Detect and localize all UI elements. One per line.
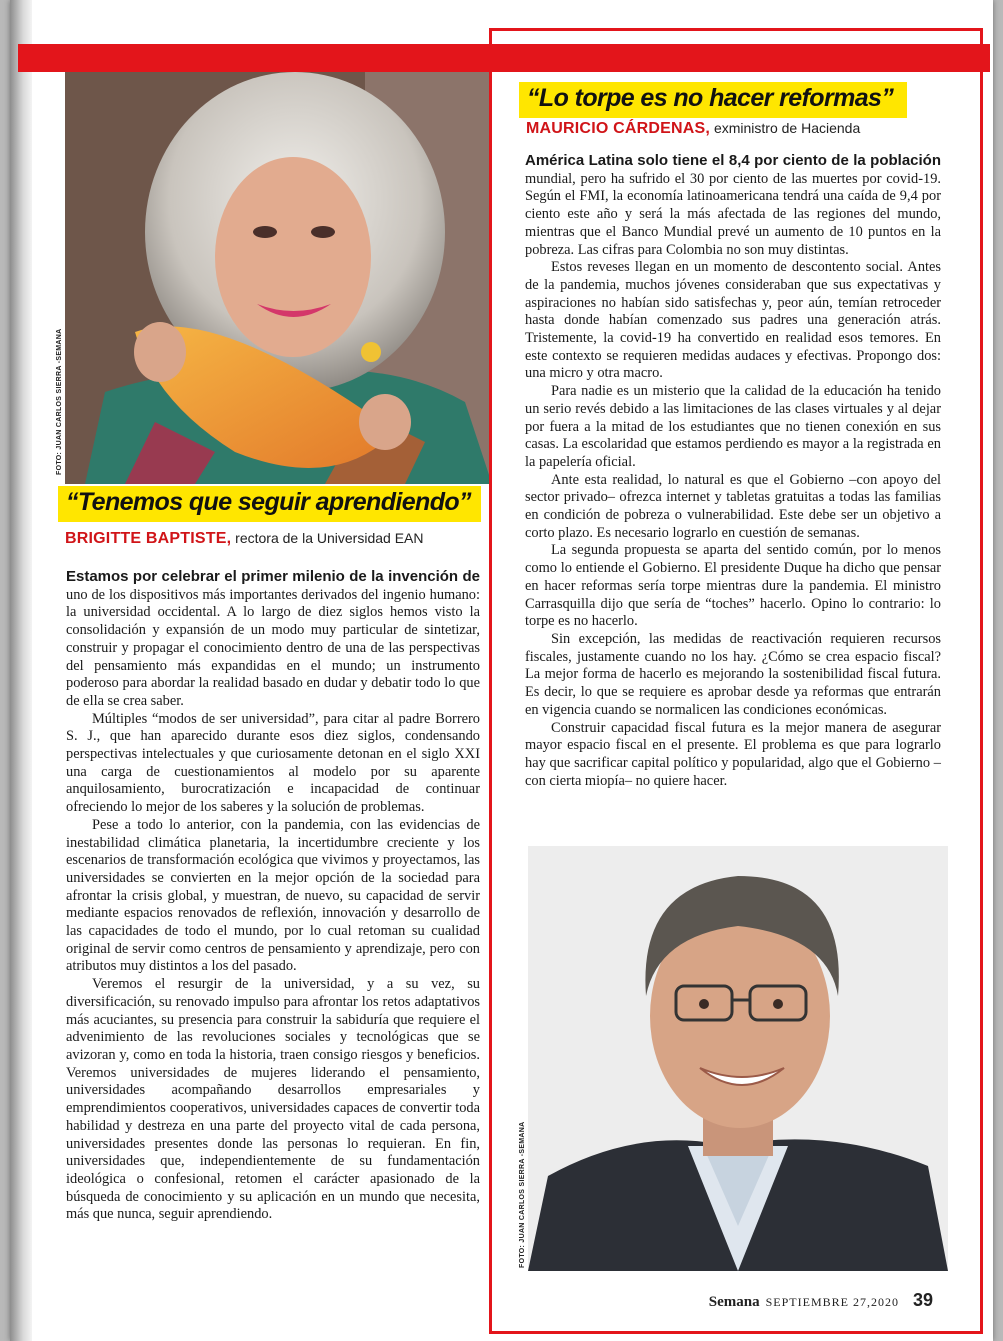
issue-date: SEPTIEMBRE 27,2020 — [765, 1295, 899, 1309]
paragraph: Ante esta realidad, lo natural es que el Gobierno –con apoyo del sector privado– ofrezca internet y tabletas gratuitas a todas las familias en condición de pobreza o vulnerabilidad. Este debe ser un objetivo a corto plazo. Es necesario lograrlo en cuestión de semanas. — [525, 471, 941, 541]
page-footer — [709, 1290, 933, 1311]
portrait-photo-right — [528, 846, 948, 1271]
byline-right — [526, 120, 860, 138]
section-red-bar — [18, 44, 990, 72]
page-number: 39 — [912, 1290, 933, 1310]
portrait-photo-left — [65, 72, 492, 484]
paragraph: Construir capacidad fiscal futura es la mejor manera de asegurar mayor espacio fiscal en el presente. El problema es que para lograrlo hay que sacrificar capital político y popularidad, algo que el Gobierno –con cierta miopía– no quiere hacer. — [525, 719, 941, 789]
paragraph-text: uno de los dispositivos más importantes derivados del ingenio humano: la universidad occidental. A lo largo de diez siglos hemos visto la consolidación y expansión de un modo muy particular de sintetizar, construir y propagar el conocimiento dentro de una de las perspectivas del pensamiento más expandidas en el mundo; un instrumento poderoso para abordar la realidad basado en dudar y debatir todo lo que de ella se crea saber. — [66, 586, 480, 709]
portrait-illustration-left — [65, 72, 492, 484]
photo-credit-right: FOTO: JUAN CARLOS SIERRA -SEMANA — [519, 1121, 526, 1268]
paragraph: Para nadie es un misterio que la calidad de la educación ha tenido un serio revés debido a las limitaciones de las clases virtuales y al dejar por fuera a la mitad de los estudiantes que no tienen conexión en sus casas. La escolaridad que estamos perdiendo es mayor a la registrada en la papelería oficial. — [525, 383, 941, 470]
paragraph: Sin excepción, las medidas de reactivación requieren recursos fiscales, justamente cuando no los hay. ¿Cómo se crea espacio fiscal? La mejor forma de hacerlo es mejorando la sostenibilidad fiscal futura. Es decir, lo que se requiere es aprobar desde ya reformas que entrarán en vigencia cuando se normalicen las condiciones económicas. — [525, 630, 941, 718]
lead-sentence-left: Estamos por celebrar el primer milenio de la invención de — [66, 568, 480, 585]
paragraph: Pese a todo lo anterior, con la pandemia, con las evidencias de inestabilidad climática planetaria, la incertidumbre creciente y los escenarios de transformación ecológica que vivimos y proyectamos, las universidades se convierten en la mejor opción de la sociedad para afrontar la crisis global, y muestran, de nuevo, su capacidad de servir mediante espacios renovados de reflexión, innovación y desarrollo de las capacidades de todo el mundo, por lo cual retoman su cualidad original de servir como centros de pensamiento y aprendizaje, pero con atributos muy distintos a los del pasado. — [66, 816, 480, 975]
headline-right: “Lo torpe es no hacer reformas” — [519, 82, 907, 118]
author-name-right: MAURICIO CÁRDENAS, — [526, 120, 711, 137]
magazine-page — [10, 0, 993, 1341]
paragraph: Estos reveses llegan en un momento de descontento social. Antes de la pandemia, muchos jóvenes consideraban que sus expectativas y aspiraciones no habían sido satisfechas y, peor aún, temían retroceder hasta donde habían comenzado sus padres una generación atrás. Tristemente, la covid-19 ha convertido en realidad esos temores. En este contexto se requieren medidas audaces y efectivas. Propongo dos: una micro y otra macro. — [525, 259, 941, 382]
paragraph: La segunda propuesta se aparta del sentido común, por lo menos como lo entiende el Gobierno. El presidente Duque ha dicho que pensar en hacer reformas sería torpe mientras dure la pandemia. El ministro Carrasquilla dijo que sería de “toches” hacerlo. Opino lo contrario: lo torpe es no hacerlo. — [525, 542, 941, 630]
author-name-left: BRIGITTE BAPTISTE, — [65, 530, 232, 547]
portrait-illustration-right — [528, 846, 948, 1271]
paragraph-text: mundial, pero ha sufrido el 30 por ciento de las muertes por covid-19. Según el FMI, la economía latinoamericana tendrá una caída de 9,4 por ciento este año y será la más afectada de las regiones del mundo, mientras que el Banco Mundial prevé un aumento de 10 puntos en la pobreza. Las cifras para Colombia no son muy distintas. — [525, 170, 941, 258]
paragraph: Múltiples “modos de ser universidad”, para citar al padre Borrero S. J., que han aparecido durante esos diez siglos, condensando perspectivas intelectuales y que curiosamente detonan en el siglo XXI una carga de cuestionamientos al modelo por su aparente anquilosamiento, burocratización e incapacidad de continuar ofreciendo lo mejor de los saberes y la solución de problemas. — [66, 710, 480, 816]
article-body-right — [525, 152, 941, 790]
page-spine-shadow — [10, 0, 32, 1341]
paragraph: Veremos el resurgir de la universidad, y a su vez, su diversificación, su renovado impulso para afrontar los retos adaptativos más acuciantes, su presencia para construir la sabiduría que requiere el advenimiento de las revoluciones sociales y tecnológicas que se avizoran y, como en toda la historia, traen consigo riesgos y beneficios. Veremos universidades de mujeres liderando el pensamiento, universidades acompañando desarrollos empresariales y emprendimientos cooperativos, universidades capaces de convertir toda habilidad y destreza en una parte del proyecto vital de cada persona, universidades presentes donde las personas lo requieran. En fin, universidades que, independientemente de su fundamentación ideológica o confesional, retomen el carácter apasionado de la búsqueda de conocimiento y su aplicación en un mundo que necesita, más que nunca, seguir aprendiendo. — [66, 976, 480, 1223]
byline-left — [65, 530, 423, 548]
author-role-left: rectora de la Universidad EAN — [235, 530, 424, 546]
magazine-name: Semana — [708, 1294, 760, 1310]
lead-paragraph-left — [66, 568, 480, 711]
lead-sentence-right: América Latina solo tiene el 8,4 por ciento de la población — [525, 152, 941, 169]
headline-left: “Tenemos que seguir aprendiendo” — [58, 486, 481, 522]
article-body-left — [66, 568, 480, 1224]
lead-paragraph-right — [525, 152, 941, 259]
photo-credit-left: FOTO: JUAN CARLOS SIERRA -SEMANA — [56, 328, 63, 475]
author-role-right: exministro de Hacienda — [713, 120, 861, 136]
